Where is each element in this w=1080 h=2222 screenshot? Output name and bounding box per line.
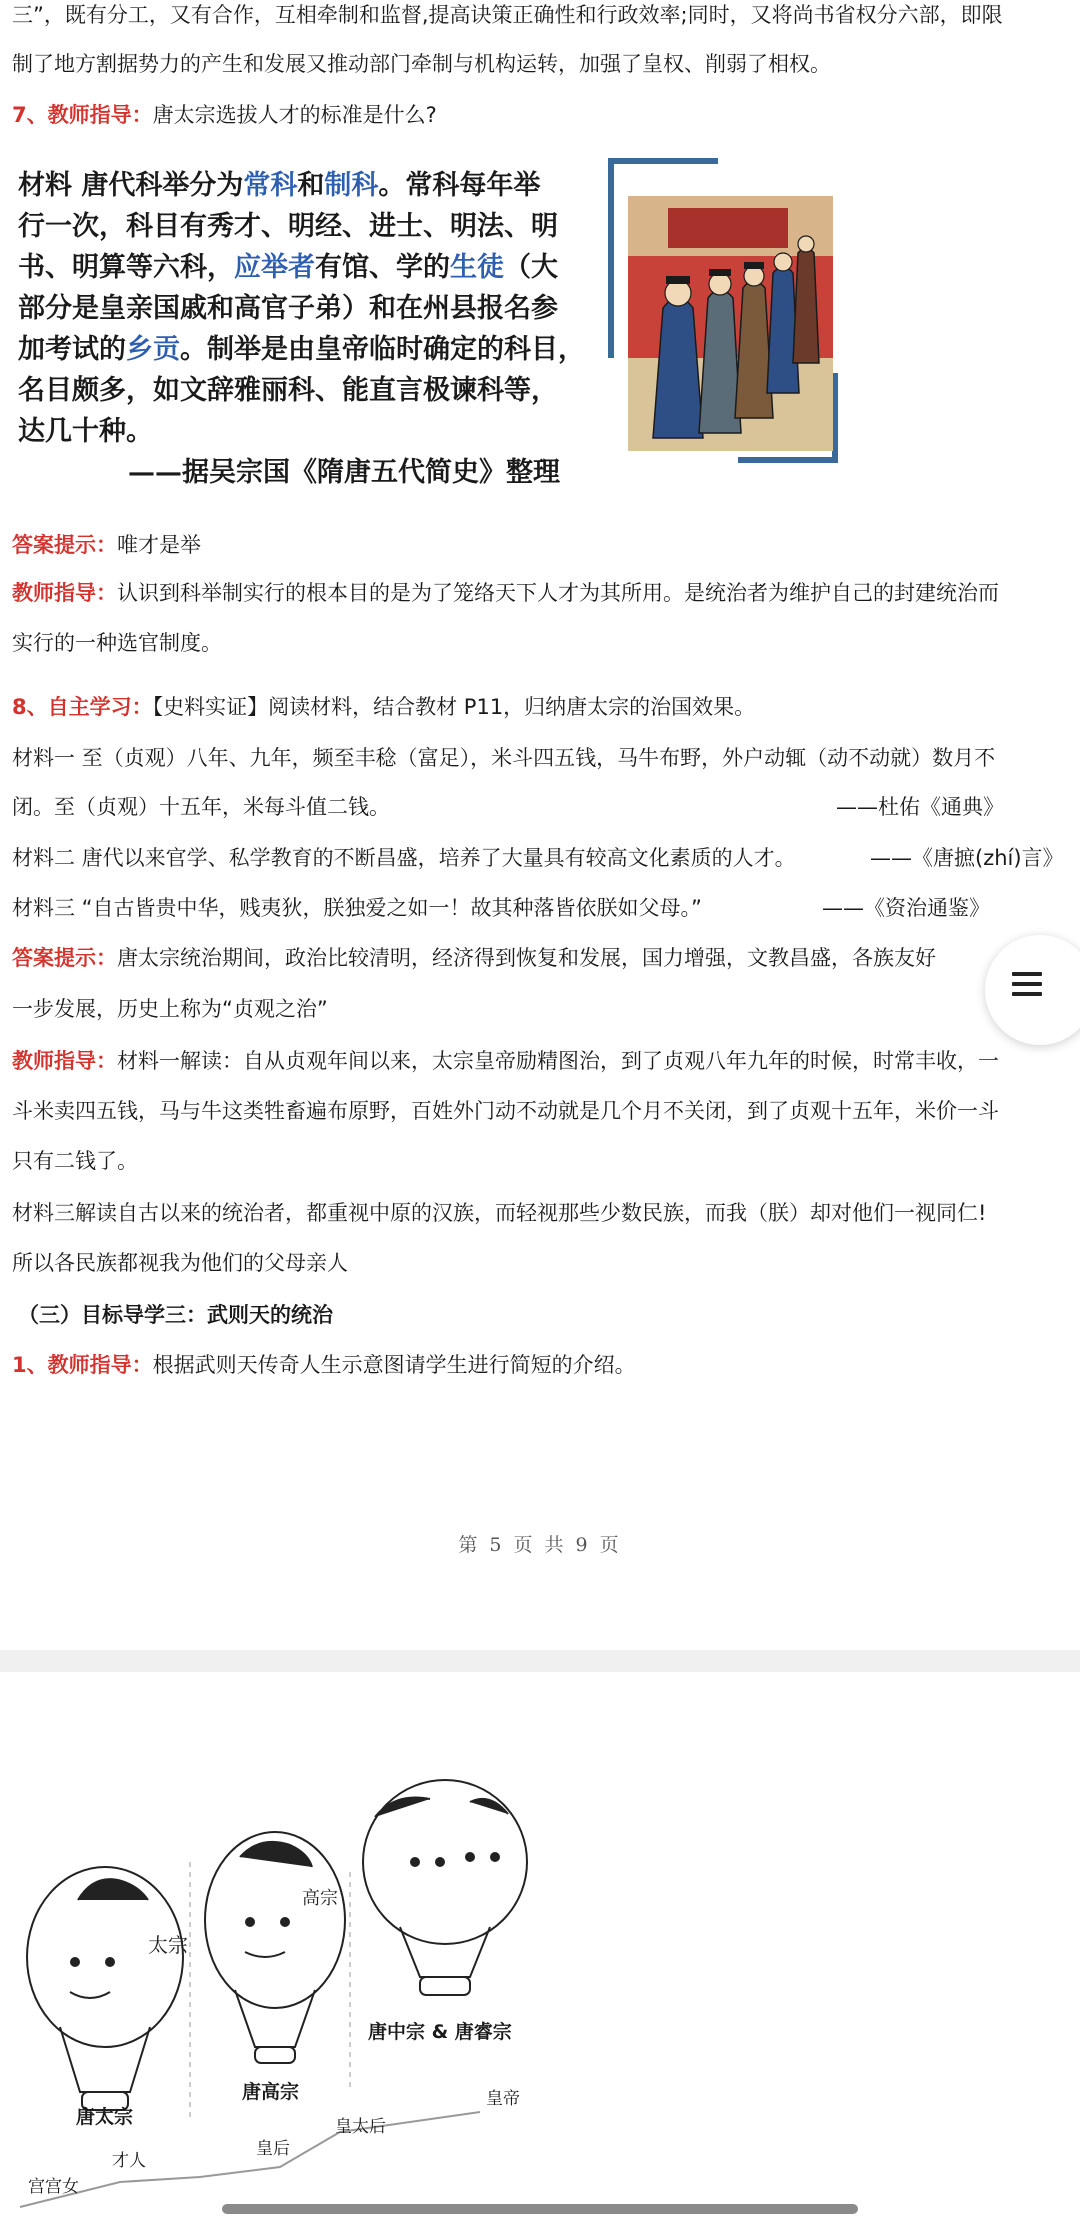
teacher-guide-1 — [12, 578, 999, 608]
timeline-label: 皇帝 — [486, 2089, 520, 2109]
balloon-label: 唐高宗 — [242, 2081, 300, 2103]
text-line: 制了地方割据势力的产生和发展又推动部门牵制与机构运转，加强了皇权、削弱了相权。 — [12, 52, 831, 76]
material-source: ——据吴宗国《隋唐五代简史》整理 — [128, 457, 560, 488]
page-footer: 第 5 页 共 9 页 — [458, 1534, 622, 1556]
question-7 — [12, 100, 437, 130]
timeline-label: 宫宫女 — [28, 2177, 79, 2197]
material-line: 名目颇多，如文辞雅丽科、能直言极谏科等， — [18, 375, 558, 406]
highlight-term: 制科 — [324, 170, 379, 201]
question-8 — [12, 692, 755, 722]
text-line: 只有二钱了。 — [12, 1149, 138, 1173]
material-3-line: 材料三 “自古皆贵中华，贱夷狄，朕独爱之如一！故其种落皆依朕如父母。” — [12, 896, 702, 920]
question-1 — [12, 1350, 636, 1380]
wu-zetian-life-diagram — [0, 1672, 1080, 2222]
guide-label: 教师指导： — [12, 581, 117, 605]
highlight-term: 生徒 — [450, 252, 504, 283]
material-line: 加考试的乡贡。制举是由皇帝临时确定的科目， — [18, 334, 585, 365]
highlight-term: 常科 — [243, 170, 298, 201]
material-line: 达几十种。 — [18, 416, 153, 447]
balloon-zhongzong-ruizong — [363, 1780, 527, 1995]
material-line: 行一次，科目有秀才、明经、进士、明法、明 — [18, 211, 558, 242]
text-line: 材料三解读自古以来的统治者，都重视中原的汉族，而轻视那些少数民族，而我（朕）却对他们一视同仁! — [12, 1201, 987, 1225]
material-1-source: ——杜佑《通典》 — [836, 795, 1004, 819]
balloon-mark: 太宗 — [148, 1933, 188, 1957]
timeline-label: 皇太后 — [335, 2117, 386, 2137]
material-line: 部分是皇亲国戚和高官子弟）和在州县报名参 — [18, 293, 558, 324]
document-page-6 — [0, 1672, 1080, 2222]
text-line: 三”，既有分工，又有合作，互相牵制和监督,提高诀策正确性和行政效率;同时，又将尚书省权分六部，即限 — [12, 3, 1003, 27]
answer-label: 答案提示： — [12, 946, 117, 970]
teacher-guide-2 — [12, 1046, 999, 1076]
highlight-term: 乡贡 — [126, 334, 180, 365]
menu-icon-bar — [1012, 992, 1042, 996]
material-line: 书、明算等六科，应举者有馆、学的生徒（大 — [18, 252, 558, 283]
text-line: 实行的一种选官制度。 — [12, 631, 222, 655]
timeline-label: 皇后 — [256, 2139, 290, 2159]
answer-text: 唯才是举 — [117, 533, 201, 557]
material-3-source: ——《资治通鉴》 — [822, 896, 990, 920]
material-2-source: ——《唐摭(zhí)言》 — [870, 846, 1064, 870]
highlight-term: 应举者 — [234, 252, 315, 283]
section-heading: （三）目标导学三：武则天的统治 — [18, 1303, 333, 1327]
text-line: 一步发展，历史上称为“贞观之治” — [12, 997, 328, 1021]
answer-label: 答案提示： — [12, 533, 117, 557]
guide-text: 认识到科举制实行的根本目的是为了笼络天下人才为其所用。是统治者为维护自己的封建统治而 — [117, 581, 999, 605]
balloon-mark: 高宗 — [302, 1888, 338, 1909]
text-line: 所以各民族都视我为他们的父母亲人 — [12, 1251, 348, 1275]
balloon-gaozong — [205, 1832, 345, 2063]
balloon-taizong — [27, 1867, 188, 2110]
horizontal-scrollbar[interactable] — [222, 2204, 858, 2214]
answer-hint-2 — [12, 943, 936, 973]
timeline-label: 才人 — [112, 2151, 146, 2171]
guide-text: 材料一解读：自从贞观年间以来，太宗皇帝励精图治，到了贞观八年九年的时候，时常丰收，一 — [117, 1049, 999, 1073]
material-1-line: 材料一 至（贞观）八年、九年，频至丰稔（富足），米斗四五钱，马牛布野，外户动辄（动不动就）数月不 — [12, 746, 996, 770]
guide-label: 教师指导： — [12, 1049, 117, 1073]
question-label: 1、教师指导： — [12, 1353, 153, 1377]
exam-procession-illustration — [608, 158, 838, 463]
question-label: 7、教师指导： — [12, 103, 153, 127]
answer-text: 唐太宗统治期间，政治比较清明，经济得到恢复和发展，国力增强，文教昌盛，各族友好 — [117, 946, 936, 970]
menu-icon-bar — [1012, 972, 1042, 976]
page-gap — [0, 1650, 1080, 1672]
text-line: 斗米卖四五钱，马与牛这类牲畜遍布原野，百姓外门动不动就是几个月不关闭，到了贞观十五年，米价一斗 — [12, 1099, 999, 1123]
question-text: 根据武则天传奇人生示意图请学生进行简短的介绍。 — [152, 1353, 636, 1377]
balloon-label: 唐太宗 — [76, 2106, 134, 2128]
question-text: 唐太宗选拔人才的标准是什么? — [152, 103, 437, 127]
material-2-line: 材料二 唐代以来官学、私学教育的不断昌盛，培养了大量具有较高文化素质的人才。 — [12, 846, 796, 870]
balloon-label: 唐中宗 & 唐睿宗 — [368, 2021, 512, 2043]
question-label: 8、自主学习： — [12, 695, 153, 719]
material-box — [18, 165, 598, 493]
answer-hint-1 — [12, 530, 201, 560]
material-1-line: 闭。至（贞观）十五年，米每斗值二钱。 — [12, 795, 390, 819]
question-text: 【史料实证】阅读材料，结合教材 P11，归纳唐太宗的治国效果。 — [152, 695, 756, 719]
menu-icon-bar — [1012, 982, 1042, 986]
material-line: 材料 唐代科举分为常科和制科。常科每年举 — [18, 170, 541, 201]
